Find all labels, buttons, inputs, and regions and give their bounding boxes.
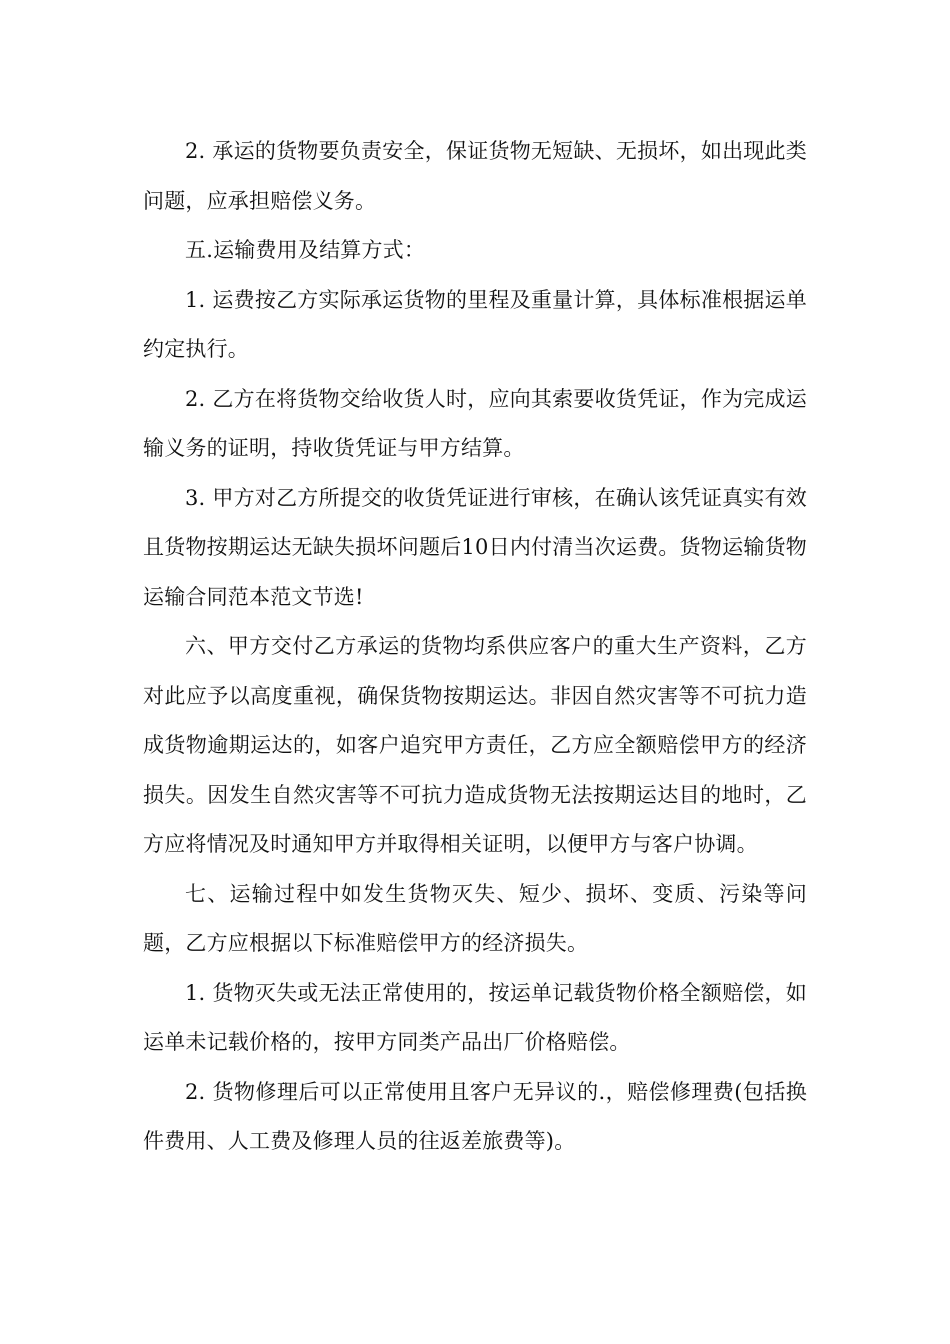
section-heading-fees-settlement: 五.运输费用及结算方式： — [185, 238, 426, 262]
paragraph-section-seven: 七、运输过程中如发生货物灭失、短少、损坏、变质、污染等问题，乙方应根据以下标准赔偿甲方的经济损失。 — [143, 881, 807, 955]
paragraph-receipt-review: 3. 甲方对乙方所提交的收货凭证进行审核，在确认该凭证真实有效且货物按期运达无缺失损坏问题后10日内付清当次运费。货物运输货物运输合同范本范文节选! — [143, 485, 807, 609]
paragraph-cargo-safety: 2. 承运的货物要负责安全，保证货物无短缺、无损坏，如出现此类问题，应承担赔偿义务。 — [143, 139, 807, 213]
paragraph-loss-compensation: 1. 货物灭失或无法正常使用的，按运单记载货物价格全额赔偿，如运单未记载价格的，按甲方同类产品出厂价格赔偿。 — [143, 980, 807, 1054]
paragraph-fee-calculation: 1. 运费按乙方实际承运货物的里程及重量计算，具体标准根据运单约定执行。 — [143, 287, 807, 361]
paragraph-delivery-receipt: 2. 乙方在将货物交给收货人时，应向其索要收货凭证，作为完成运输义务的证明，持收货凭证与甲方结算。 — [143, 386, 807, 460]
paragraph-repair-compensation: 2. 货物修理后可以正常使用且客户无异议的.，赔偿修理费(包括换件费用、人工费及修理人员的往返差旅费等)。 — [143, 1079, 807, 1153]
document-body — [143, 127, 807, 1167]
paragraph-section-six: 六、甲方交付乙方承运的货物均系供应客户的重大生产资料，乙方对此应予以高度重视，确保货物按期运达。非因自然灾害等不可抗力造成货物逾期运达的，如客户追究甲方责任，乙方应全额赔偿甲方的经济损失。因发生自然灾害等不可抗力造成货物无法按期运达目的地时，乙方应将情况及时通知甲方并取得相关证明，以便甲方与客户协调。 — [143, 634, 807, 856]
